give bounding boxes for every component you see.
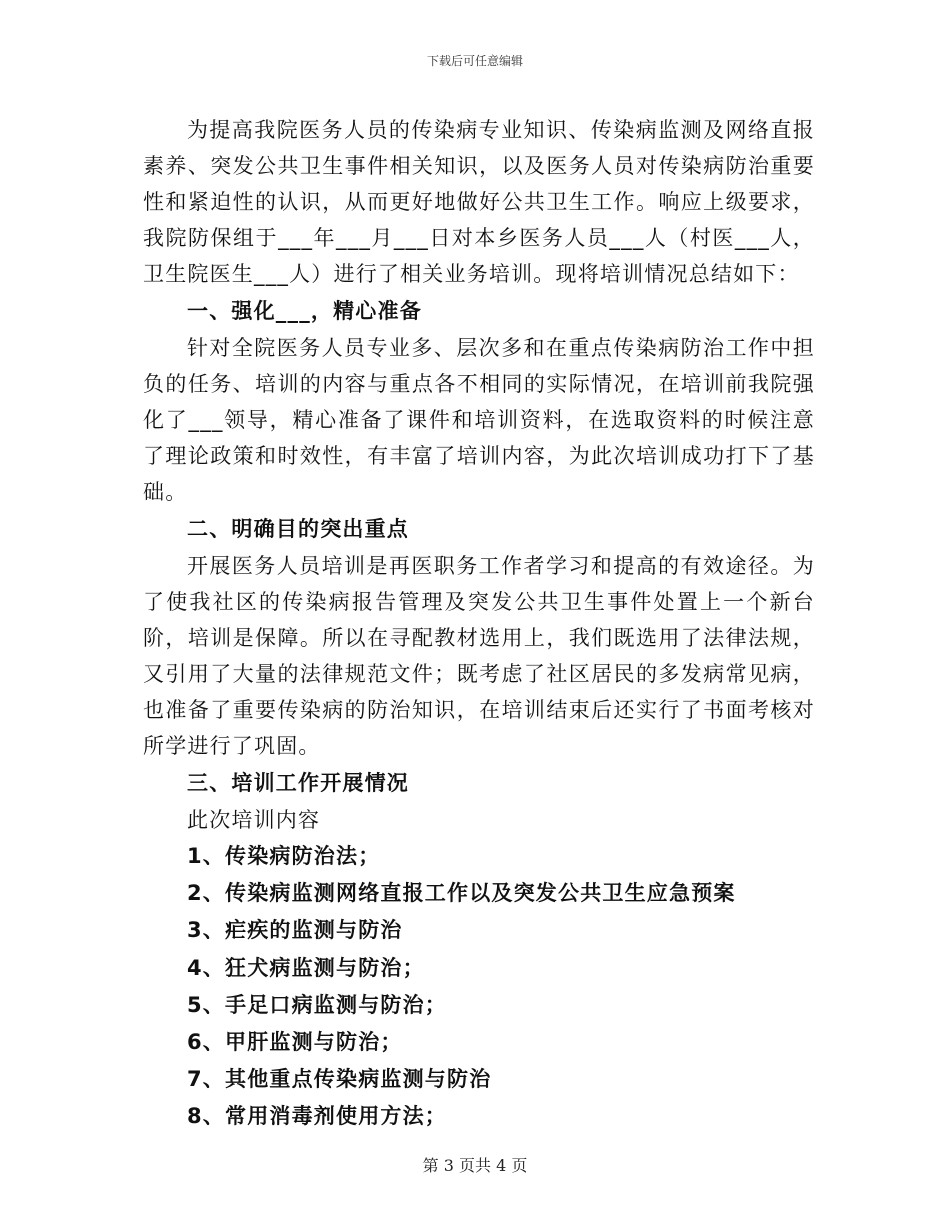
section-heading-3: 三、培训工作开展情况 [187, 771, 409, 795]
list-item: 3、疟疾的监测与防治 [187, 918, 403, 943]
list-item: 5、手足口病监测与防治； [187, 992, 448, 1017]
list-item: 2、传染病监测网络直报工作以及突发公共卫生应急预案 [187, 881, 736, 906]
list-item: 4、狂犬病监测与防治； [187, 955, 425, 980]
section-heading-1: 一、强化___，精心准备 [187, 299, 422, 323]
section-1-paragraph: 针对全院医务人员专业多、层次多和在重点传染病防治工作中担负的任务、培训的内容与重点各不相同的实际情况，在培训前我院强化了___领导，精心准备了课件和培训资料，在选取资料的时候注意了理论政策和时效性，有丰富了培训内容，为此次培训成功打下了基础。 [143, 336, 815, 504]
section-3-intro: 此次培训内容 [187, 808, 321, 832]
page-number: 第 3 页共 4 页 [422, 1156, 528, 1175]
training-content-list [143, 838, 815, 1136]
section-2-paragraph: 开展医务人员培训是再医职务工作者学习和提高的有效途径。为了使我社区的传染病报告管理及突发公共卫生事件处置上一个新台阶，培训是保障。所以在寻配教材选用上，我们既选用了法律法规，又引用了大量的法律规范文件；既考虑了社区居民的多发病常见病，也准备了重要传染病的防治知识，在培训结束后还实行了书面考核对所学进行了巩固。 [143, 554, 815, 758]
section-heading-2: 二、明确目的突出重点 [187, 517, 409, 541]
intro-paragraph: 为提高我院医务人员的传染病专业知识、传染病监测及网络直报素养、突发公共卫生事件相关知识，以及医务人员对传染病防治重要性和紧迫性的认识，从而更好地做好公共卫生工作。响应上级要求，我院防保组于___年___月___日对本乡医务人员___人（村医___人，卫生院医生___人）进行了相关业务培训。现将培训情况总结如下： [143, 118, 815, 286]
list-item: 1、传染病防治法； [187, 844, 381, 868]
document-body [143, 112, 815, 1136]
list-item: 6、甲肝监测与防治； [187, 1030, 403, 1055]
page-header-note: 下载后可任意编辑 [426, 54, 523, 68]
list-item: 7、其他重点传染病监测与防治 [187, 1067, 492, 1092]
list-item: 8、常用消毒剂使用方法； [187, 1104, 448, 1129]
